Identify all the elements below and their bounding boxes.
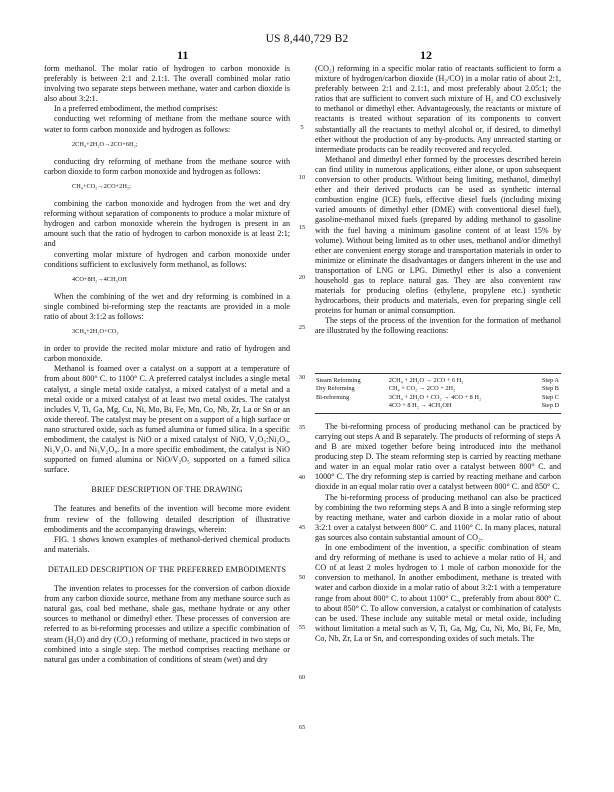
table-row	[315, 393, 561, 402]
table-cell: Steam Reforming	[316, 376, 361, 384]
table-cell: Step B	[542, 385, 559, 393]
line-number: 55	[298, 624, 306, 631]
equation-dry-reforming: CH₄+CO₂→2CO+2H₂;	[72, 182, 131, 190]
line-number: 35	[298, 424, 306, 431]
line-number: 45	[298, 524, 306, 531]
equation-methanol: 4CO+8H₂→4CH₃OH	[72, 275, 127, 283]
paragraph: in order to provide the recited molar mixture and ratio of hydrogen and carbon monoxide.	[44, 344, 290, 364]
table-row	[315, 402, 561, 414]
paragraph: In a preferred embodiment, the method comprises:	[54, 104, 218, 114]
table-cell: Step C	[542, 393, 559, 401]
section-heading: BRIEF DESCRIPTION OF THE DRAWING	[91, 485, 243, 495]
table-cell: Dry Reforming	[316, 385, 355, 393]
table-cell: 2CH₄ + 2H₂O → 2CO + 6 H₂	[388, 376, 464, 384]
paragraph: Methanol and dimethyl ether formed by the processes described herein can find utility in numerous applications, either alone, or upon subsequent conversion to other products. Without being limiting, methanol, dimethyl ether and their derived products can be used as synthetic internal combustion engine (ICE) fuels, effective diesel fuels (including mixing varied amounts of dimethyl ether (DME) with conventional diesel fuel), gasoline-methanol mixed fuels (prepared by adding methanol to gasoline with the fuel having a minimum gasoline content of at least 15% by volume). Without being limited as to other uses, methanol and/or dimethyl ether are convenient energy storage and transportation materials in order to minimize or eliminate the disadvantages or dangers inherent in the use and transportation of LNG or LPG. Dimethyl ether is also a convenient household gas to replace natural gas. They are also convenient raw materials for producing olefins (ethylene, propylene etc.) synthetic hydrocarbons, their products and materials, even for preparing single cell proteins for human or animal consumption.	[315, 154, 561, 316]
paragraph: When the combining of the wet and dry reforming is combined in a single combined bi-reforming step the reactants are provided in a mole ratio of about 3:1:2 as follows:	[44, 291, 290, 321]
line-number: 40	[298, 474, 306, 481]
left-column	[44, 64, 290, 665]
table-cell	[315, 402, 385, 414]
equation-wet-reforming: 2CH₄+2H₂O→2CO+6H₂;	[72, 140, 138, 148]
paragraph: form methanol. The molar ratio of hydrogen to carbon monoxide is preferably is between 2:1 and 2.1:1. The overall combined molar ratio involving two separate steps between methane, water and carbon dioxide is also about 3:2:1.	[44, 64, 290, 104]
line-number: 50	[298, 574, 306, 581]
paragraph: conducting dry reforming of methane from the methane source with carbon dioxide to form carbon monoxide and hydrogen as follows:	[44, 156, 290, 176]
paragraph: (CO₂) reforming in a specific molar ratio of reactants sufficient to form a mixture of hydrogen/carbon dioxide (H₂/CO) in a molar ratio of about 2:1, preferably between 2:1 and 2.1:1, and most preferably about 2.05:1; the ratios that are sufficient to convert such mixture of H₂ and CO exclusively to methanol or dimethyl ether. Advantageously, the reactants or mixture of reactants is treated without separation of its components to convert substantially all the reactants to methyl alcohol or, if desired, to dimethyl ether without the production of any by-products. Any unreacted starting or intermediate products can be readily recovered and recycled.	[315, 64, 561, 154]
line-number: 65	[298, 724, 306, 731]
table-cell: CH₄ + CO₂ → 2CO + 2H₂	[388, 385, 456, 393]
table-cell: 4CO + 8 H₂ → 4CH₃OH	[388, 402, 452, 410]
table-cell: Step A	[542, 376, 559, 384]
paragraph: The bi-reforming process of producing methanol can also be practiced by combining the two reforming steps A and B into a single reforming step by reacting methane, water and carbon dioxide in a molar ratio of about 3:2:1 over a catalyst between 800° C. and 1100° C. In many places, natural gas sources also contain substantial amount of CO₂.	[315, 492, 561, 542]
paragraph: FIG. 1 shows known examples of methanol-derived chemical products and materials.	[44, 534, 290, 554]
paragraph: converting molar mixture of hydrogen and carbon monoxide under conditions sufficient to exclusively form methanol, as follows:	[44, 249, 290, 269]
page-number-right: 12	[420, 48, 432, 62]
table-row	[315, 373, 561, 385]
paragraph: The bi-reforming process of producing methanol can be practiced by carrying out steps A and B separately. The products of reforming of steps A and B are mixed together before being introduced into the methanol producing step D. The steam reforming step is carried by reacting methane and water in an equal molar ratio over a catalyst between 800° C. and 1000° C. The dry reforming step is carried by reacting methane and carbon dioxide in an equal molar ratio over a catalyst between 800° C. and 850° C.	[315, 421, 561, 492]
line-number: 25	[298, 324, 306, 331]
right-column	[315, 64, 561, 644]
equation-bireforming: 3CH₄+2H₂O+CO₂	[72, 328, 119, 336]
paragraph: conducting wet reforming of methane from the methane source with water to form carbon monoxide and hydrogen as follows:	[44, 114, 290, 134]
table-cell: Step D	[541, 402, 559, 410]
line-number: 60	[298, 674, 306, 681]
paragraph: The invention relates to processes for the conversion of carbon dioxide from any carbon dioxide source, methane from any methane source such as natural gas, coal bed methane, shale gas, methane hydrate or any other sources to methanol or dimethyl ether. These processes of conversion are referred to as bi-reforming processes and utilize a specific combination of steam (H₂O) and dry (CO₂) reforming of methane, practiced in two steps or combined into a single step. The method comprises reacting methane or natural gas under a combination of conditions of steam (wet) and dry	[44, 584, 290, 664]
table-cell: Bi-reforming	[316, 393, 350, 401]
paragraph: In one embodiment of the invention, a specific combination of steam and dry reforming of methane is used to achieve a molar ratio of H₂ and CO of at least 2 moles hydrogen to 1 mole of carbon monoxide for the conversion to methanol. In another embodiment, methane is treated with water and carbon dioxide in a molar ratio of about 3:2:1 with a temperature range from about 800° C. to about 1100° C., preferably from about 800° C. to about 850° C. To allow conversion, a catalyst or combination of catalysts can be used. These include any suitable metal or metal oxide, including without limitation a metal such as V, Ti, Ga, Mg, Cu, Ni, Mo, Bi, Fe, Mn, Co, Nb, Zr, La or Sn, and corresponding oxides of such metals. The	[315, 543, 561, 643]
line-number: 5	[300, 124, 304, 131]
paragraph: The steps of the process of the invention for the formation of methanol are illustrated by the following reactions:	[315, 316, 561, 336]
reaction-steps-table	[315, 373, 561, 414]
table-cell: 3CH₄ + 2H₂O + CO₂ → 4CO + 8 H₂	[388, 393, 482, 401]
page-number-left: 11	[177, 48, 189, 62]
line-number: 15	[298, 224, 306, 231]
paragraph: The features and benefits of the invention will become more evident from review of the following detailed description of illustrative embodiments and the accompanying drawings, wherein:	[44, 504, 290, 534]
table-row	[315, 385, 561, 394]
line-number: 10	[298, 174, 306, 181]
line-number: 20	[298, 274, 306, 281]
patent-number: US 8,440,729 B2	[265, 33, 349, 45]
line-number: 30	[298, 374, 306, 381]
section-heading: DETAILED DESCRIPTION OF THE PREFERRED EMBODIMENTS	[47, 564, 287, 574]
paragraph: combining the carbon monoxide and hydrogen from the wet and dry reforming without separation of components to produce a molar mixture of hydrogen and carbon monoxide wherein the hydrogen is present in an amount such that the ratio of hydrogen to carbon monoxide is at least 2:1; and	[44, 199, 290, 249]
paragraph: Methanol is foamed over a catalyst on a support at a temperature of from about 800° C. to 1100° C. A preferred catalyst includes a single metal catalyst, a single metal oxide catalyst, a mixed catalyst of a metal and a metal oxide or a mixed catalyst of at least two metal oxides. The catalyst includes V, Ti, Ga, Mg, Cu, Ni, Mo, Bi, Fe, Mn, Co, Nb, Zr, La or Sn or an oxide thereof. The catalyst may be present on a support of a high surface or nano structured oxide, such as fumed alumina or fumed silica. In a specific embodiment, the catalyst is NiO or a mixed catalyst of NiO, V₂O₅:Ni₂O₃, Ni₂V₂O₇ and Ni₃V₂O₈. In a more specific embodiment, the catalyst is NiO supported on fumed alumina or NiO/V₂O₅ supported on a fumed silica surface.	[44, 364, 290, 475]
